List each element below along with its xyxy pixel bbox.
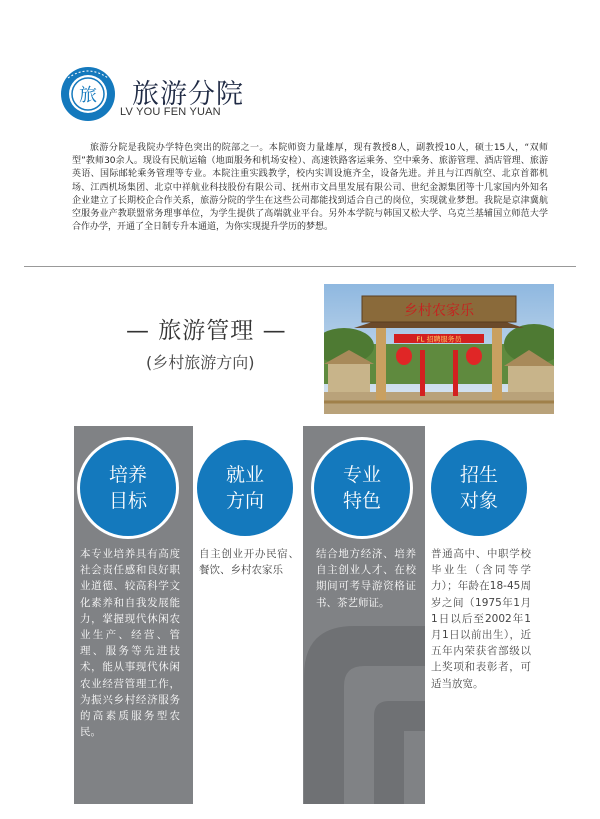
photo-sign: 乡村农家乐 xyxy=(404,303,474,319)
heading-employment: 就业 方向 xyxy=(197,440,293,536)
section-divider xyxy=(24,266,576,267)
text-employment: 自主创业开办民宿、餐饮、乡村农家乐 xyxy=(199,548,299,577)
heading-specialty: 专业 特色 xyxy=(314,440,410,536)
page-subtitle: LV YOU FEN YUAN xyxy=(120,106,221,118)
text-specialty: 结合地方经济、培养自主创业人才、在校期间可考导游资格证书、茶艺师证。 xyxy=(316,548,416,609)
intro-paragraph: 旅游分院是我院办学特色突出的院部之一。本院师资力量雄厚，现有教授8人，副教授10人，硕士15人，“双师型”教师30余人。现设有民航运输（地面服务和机场安检）、高速铁路客运乘务、空中乘务、旅游管理、酒店管理、旅游英语、国际邮轮乘务管理等专业。本院注重实践教学，校内实训设施齐全，设备先进。并且与江西航空、北京首都机场、江西机场集团、北京中祥航业科技股份有限公司、抚州市文昌里发展有限公司、世纪金源集团等十几家国内外知名企业建立了长期校企合作关系，旅游分院的学生在这些公司都能找到适合自己的岗位，实现就业梦想。我院是京津冀航空服务业产教联盟常务理事单位，为学生提供了高端就业平台。另外本学院与韩国又松大学、乌克兰基辅国立师范大学合作办学，开通了全日制专升本通道，为你实现提升学历的梦想。 xyxy=(72,143,548,233)
major-subtitle: (乡村旅游方向) xyxy=(146,353,255,372)
farm-stay-photo xyxy=(324,284,554,414)
text-training-goal: 本专业培养具有高度社会责任感和良好职业道德、较高科学文化素养和自我发展能力，掌握现代休闲农业生产、经营、管理、服务等先进技术，能从事现代休闲农业经营管理工作，为振兴乡村经济服务的高素质服务型农民。 xyxy=(80,548,180,739)
page-title: 旅游分院 xyxy=(132,79,244,110)
photo-banner: FL 招聘服务员 xyxy=(416,335,462,344)
college-logo xyxy=(60,66,116,122)
major-title: — 旅游管理 — xyxy=(126,318,287,344)
heading-enrollment: 招生 对象 xyxy=(431,440,527,536)
text-enrollment: 普通高中、中职学校毕业生（含同等学力）；年龄在18-45周岁之间（1975年1月1日以后至2002年1月1日以前出生），近五年内荣获省部级以上奖项和表彰者，可适当放宽。 xyxy=(431,548,531,690)
logo-mark: 旅 xyxy=(79,85,97,106)
heading-training-goal: 培养 目标 xyxy=(80,440,176,536)
